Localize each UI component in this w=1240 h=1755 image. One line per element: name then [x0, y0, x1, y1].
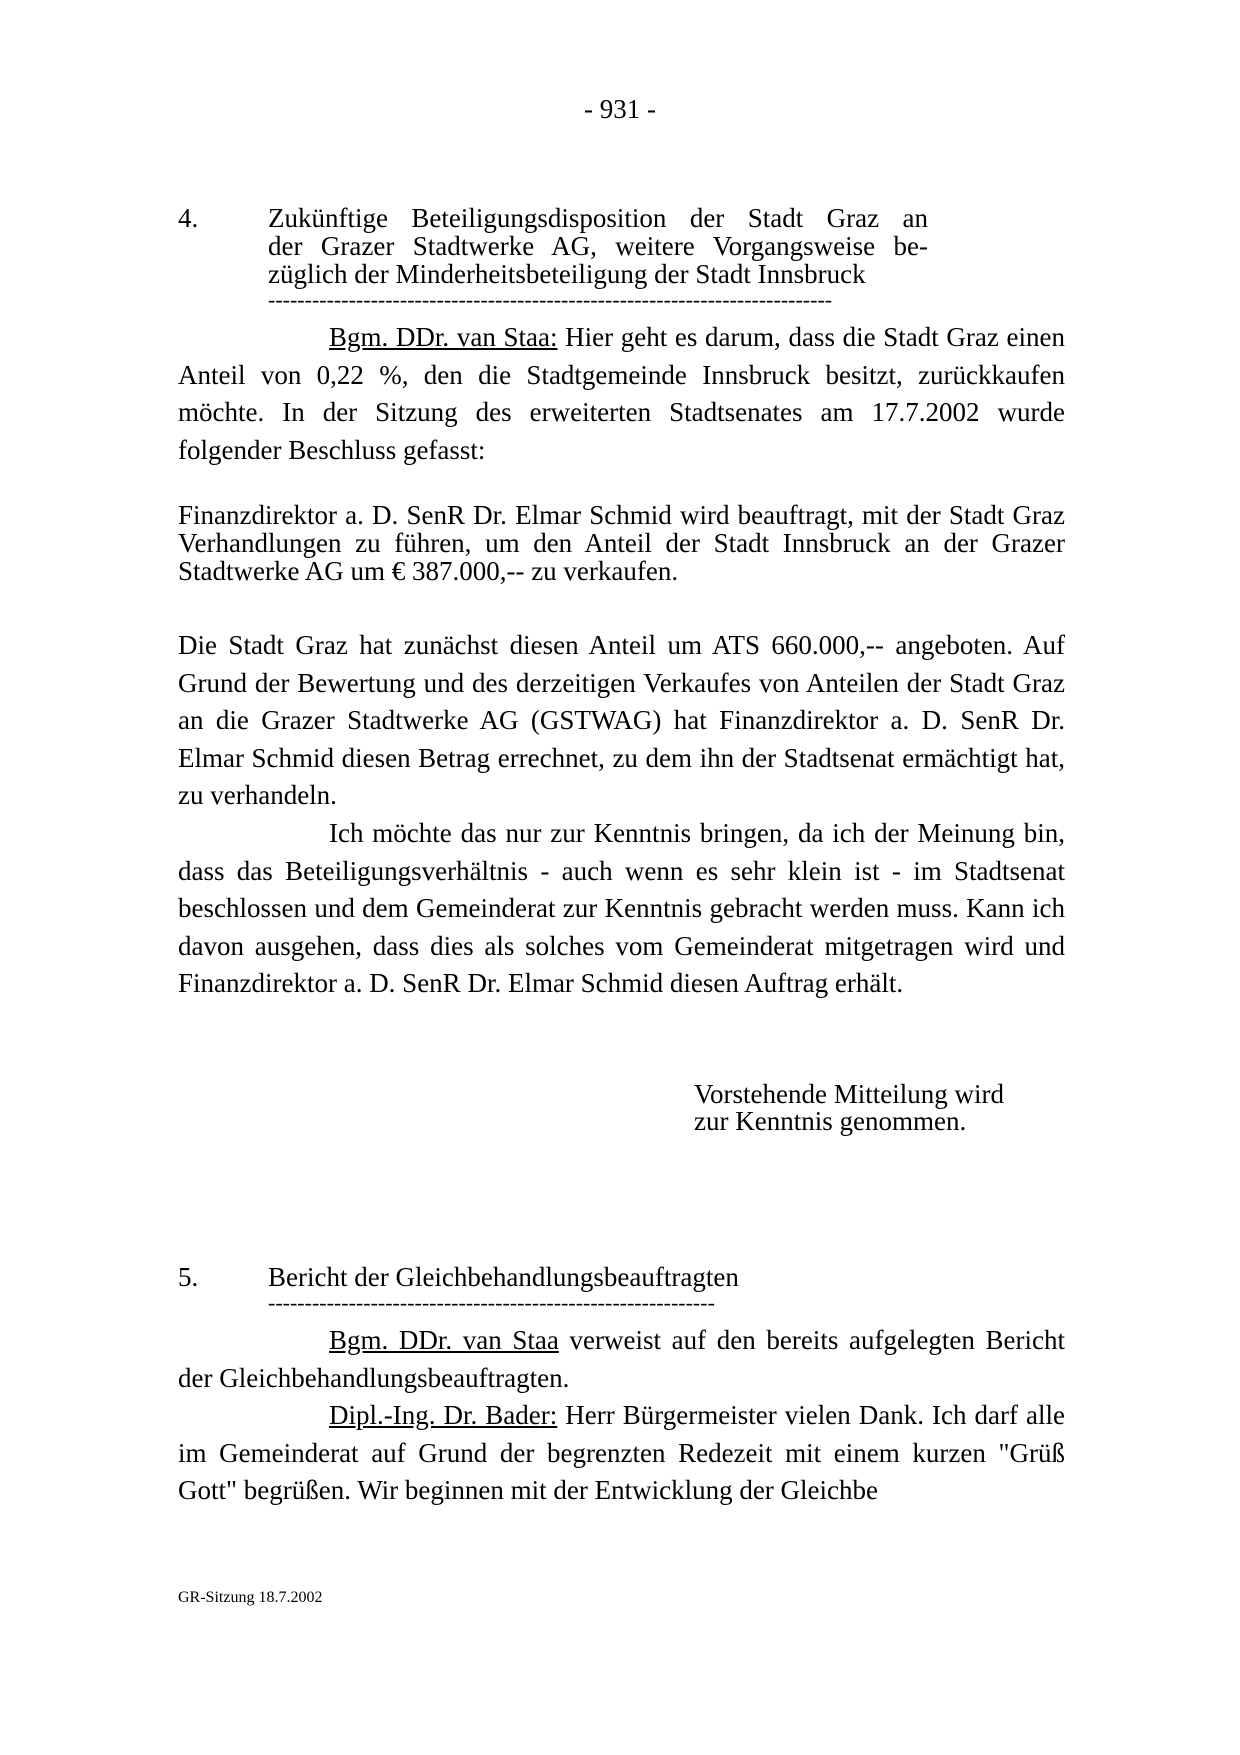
- item-4-heading-line-3: züglich der Minderheitsbeteiligung der Stadt Innsbruck: [268, 259, 866, 289]
- item-5-paragraph-2: Dipl.-Ing. Dr. Bader: Herr Bürgermeister vielen Dank. Ich darf alle im Gemeinderat auf Grund der begrenzten Redezeit mit einem kurzen "Grüß Gott" begrüßen. Wir beginnen mit der Entwicklung der Gleichbe: [178, 1400, 1065, 1505]
- speaker-bader: Dipl.-Ing. Dr. Bader:: [329, 1400, 558, 1430]
- item-4-note-line-1: Vorstehende Mitteilung wird: [694, 1079, 1004, 1109]
- item-4-heading-line-2: der Grazer Stadtwerke AG, weitere Vorgangsweise be-: [268, 231, 928, 261]
- item-4-paragraph-2: Die Stadt Graz hat zunächst diesen Anteil um ATS 660.000,-- angeboten. Auf Grund der Bewertung und des derzeitigen Verkaufes von Anteilen der Stadt Graz an die Grazer Stadtwerke AG (GSTWAG) hat Finanzdirektor a. D. SenR Dr. Elmar Schmid diesen Betrag errechnet, zu dem ihn der Stadtsenat ermächtigt hat, zu verhandeln.: [178, 630, 1065, 810]
- item-4-heading-line-1: Zukünftige Beteiligungsdisposition der Stadt Graz an: [268, 203, 928, 233]
- footer: GR-Sitzung 18.7.2002: [178, 1589, 323, 1606]
- item-4-paragraph-1: Bgm. DDr. van Staa: Hier geht es darum, dass die Stadt Graz einen Anteil von 0,22 %, den die Stadtgemeinde Innsbruck besitzt, zurückkaufen möchte. In der Sitzung des erweiterten Stadtsenates am 17.7.2002 wurde folgender Beschluss gefasst:: [178, 322, 1066, 465]
- speaker-van-staa-2: Bgm. DDr. van Staa: [329, 1325, 559, 1355]
- item-4-heading-rule: -----------------------------------------------------------------------------: [268, 287, 833, 312]
- item-5-paragraph-1: Bgm. DDr. van Staa verweist auf den bereits aufgelegten Bericht der Gleichbehandlungsbeauftragten.: [178, 1325, 1065, 1393]
- item-5-heading-rule: -------------------------------------------------------------: [268, 1290, 715, 1315]
- item-4-note-line-2: zur Kenntnis genommen.: [694, 1106, 967, 1136]
- page-number: - 931 -: [584, 94, 656, 124]
- item-4-paragraph-3: Ich möchte das nur zur Kenntnis bringen, da ich der Meinung bin, dass das Beteiligungsverhältnis - auch wenn es sehr klein ist - im Stadtsenat beschlossen und dem Gemeinderat zur Kenntnis gebracht werden muss. Kann ich davon ausgehen, dass dies als solches vom Gemeinderat mitgetragen wird und Finanzdirektor a. D. SenR Dr. Elmar Schmid diesen Auftrag erhält.: [178, 818, 1065, 998]
- item-5-heading: Bericht der Gleichbehandlungsbeauftragten: [268, 1262, 739, 1292]
- item-4-number: 4.: [178, 203, 199, 233]
- speaker-van-staa: Bgm. DDr. van Staa:: [329, 322, 558, 352]
- item-4-resolution: Finanzdirektor a. D. SenR Dr. Elmar Schmid wird beauftragt, mit der Stadt Graz Verhandlungen zu führen, um den Anteil der Stadt Innsbruck an der Grazer Stadtwerke AG um € 387.000,-- zu verkaufen.: [178, 500, 1065, 586]
- item-5-number: 5.: [178, 1262, 199, 1292]
